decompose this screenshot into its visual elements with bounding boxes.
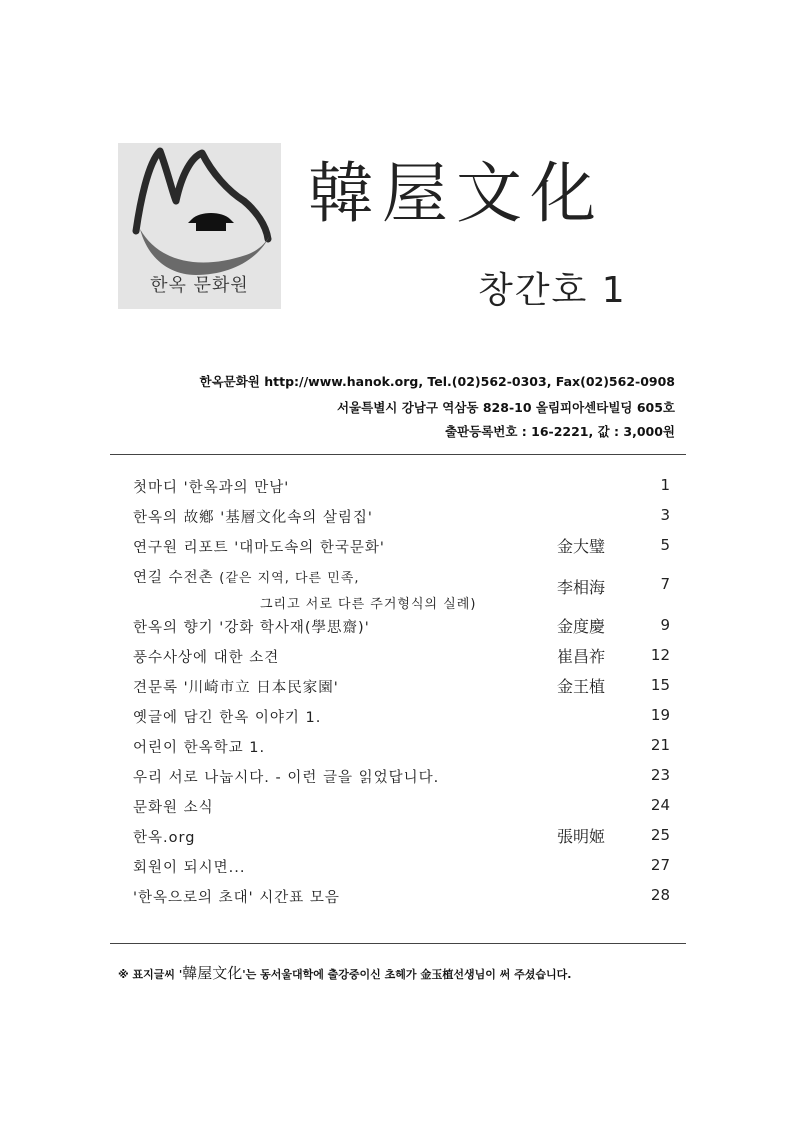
toc-page: 9 xyxy=(660,616,670,634)
toc-title: 우리 서로 나눕시다. - 이런 글을 읽었답니다. xyxy=(133,770,440,786)
toc-row[interactable] xyxy=(133,611,670,641)
toc-title: 어린이 한옥학교 1. xyxy=(133,740,266,756)
toc-title: 연구원 리포트 '대마도속의 한국문화' xyxy=(133,540,385,556)
toc-page: 12 xyxy=(650,646,670,664)
note-suffix: '는 동서울대학에 출강중이신 초헤가 金玉植선생님이 써 주셨습니다. xyxy=(242,968,572,981)
toc-title: 한옥의 향기 '강화 학사재(學思齋)' xyxy=(133,620,370,636)
toc-title-sub: 그리고 서로 다른 주거형식의 실례) xyxy=(260,597,477,612)
toc-author: 金大璧 xyxy=(557,537,606,556)
divider-top xyxy=(110,454,686,455)
toc-page: 3 xyxy=(660,506,670,524)
toc-page: 21 xyxy=(650,736,670,754)
toc-page: 28 xyxy=(650,886,670,904)
issue-label: 창간호 1 xyxy=(478,270,627,311)
toc-page: 5 xyxy=(660,536,670,554)
toc-row[interactable] xyxy=(133,471,670,501)
toc-row[interactable] xyxy=(133,501,670,531)
toc-page: 27 xyxy=(650,856,670,874)
toc-page: 7 xyxy=(660,575,670,593)
toc-row[interactable] xyxy=(133,851,670,881)
magazine-title: 韓屋文化 xyxy=(308,155,604,232)
toc-row[interactable] xyxy=(133,791,670,821)
toc-row[interactable] xyxy=(133,561,670,611)
toc-title: 연길 수전촌 xyxy=(133,570,214,586)
toc-title: 회원이 되시면... xyxy=(133,860,246,876)
toc-title: 견문록 '川崎市立 日本民家園' xyxy=(133,680,339,696)
toc-row[interactable] xyxy=(133,531,670,561)
toc-author: 崔昌祚 xyxy=(557,647,606,666)
toc-title: '한옥으로의 초대' 시간표 모음 xyxy=(133,890,340,906)
toc-page: 15 xyxy=(650,676,670,694)
logo-caption: 한옥 문화원 xyxy=(150,275,249,296)
publisher-address: 서울특별시 강남구 역삼동 828-10 올림피아센타빌딩 605호 xyxy=(336,400,675,415)
toc-page: 1 xyxy=(660,476,670,494)
toc-title: 풍수사상에 대한 소견 xyxy=(133,650,280,666)
toc-row[interactable] xyxy=(133,731,670,761)
toc-page: 25 xyxy=(650,826,670,844)
note-calligraphy: 韓屋文化 xyxy=(182,964,243,982)
toc-row[interactable] xyxy=(133,881,670,911)
toc-author: 李相海 xyxy=(557,578,606,597)
toc-row[interactable] xyxy=(133,701,670,731)
table-of-contents xyxy=(133,471,670,911)
toc-row[interactable] xyxy=(133,821,670,851)
toc-row[interactable] xyxy=(133,761,670,791)
toc-title-block xyxy=(133,566,476,612)
divider-bottom xyxy=(110,943,686,944)
toc-page: 23 xyxy=(650,766,670,784)
toc-title-paren: (같은 지역, 다른 민족, xyxy=(219,571,360,586)
note-prefix: ※ 표지글씨 ' xyxy=(118,968,183,981)
toc-row[interactable] xyxy=(133,641,670,671)
toc-page: 24 xyxy=(650,796,670,814)
toc-row[interactable] xyxy=(133,671,670,701)
toc-page: 19 xyxy=(650,706,670,724)
toc-author: 金度慶 xyxy=(557,617,606,636)
cover-calligraphy-note xyxy=(118,962,571,983)
toc-title: 한옥.org xyxy=(133,830,196,846)
toc-title: 문화원 소식 xyxy=(133,800,214,816)
toc-author: 張明姬 xyxy=(557,827,606,846)
hanok-logo xyxy=(118,143,281,309)
toc-author: 金王植 xyxy=(557,677,606,696)
publisher-contact: 한옥문화원 http://www.hanok.org, Tel.(02)562-0303, Fax(02)562-0908 xyxy=(199,374,675,389)
toc-title: 한옥의 故鄕 '基層文化속의 살림집' xyxy=(133,510,373,526)
toc-title: 옛글에 담긴 한옥 이야기 1. xyxy=(133,710,322,726)
toc-title: 첫마디 '한옥과의 만남' xyxy=(133,480,290,496)
publisher-registration: 출판등록번호 : 16-2221, 값 : 3,000원 xyxy=(444,424,675,439)
